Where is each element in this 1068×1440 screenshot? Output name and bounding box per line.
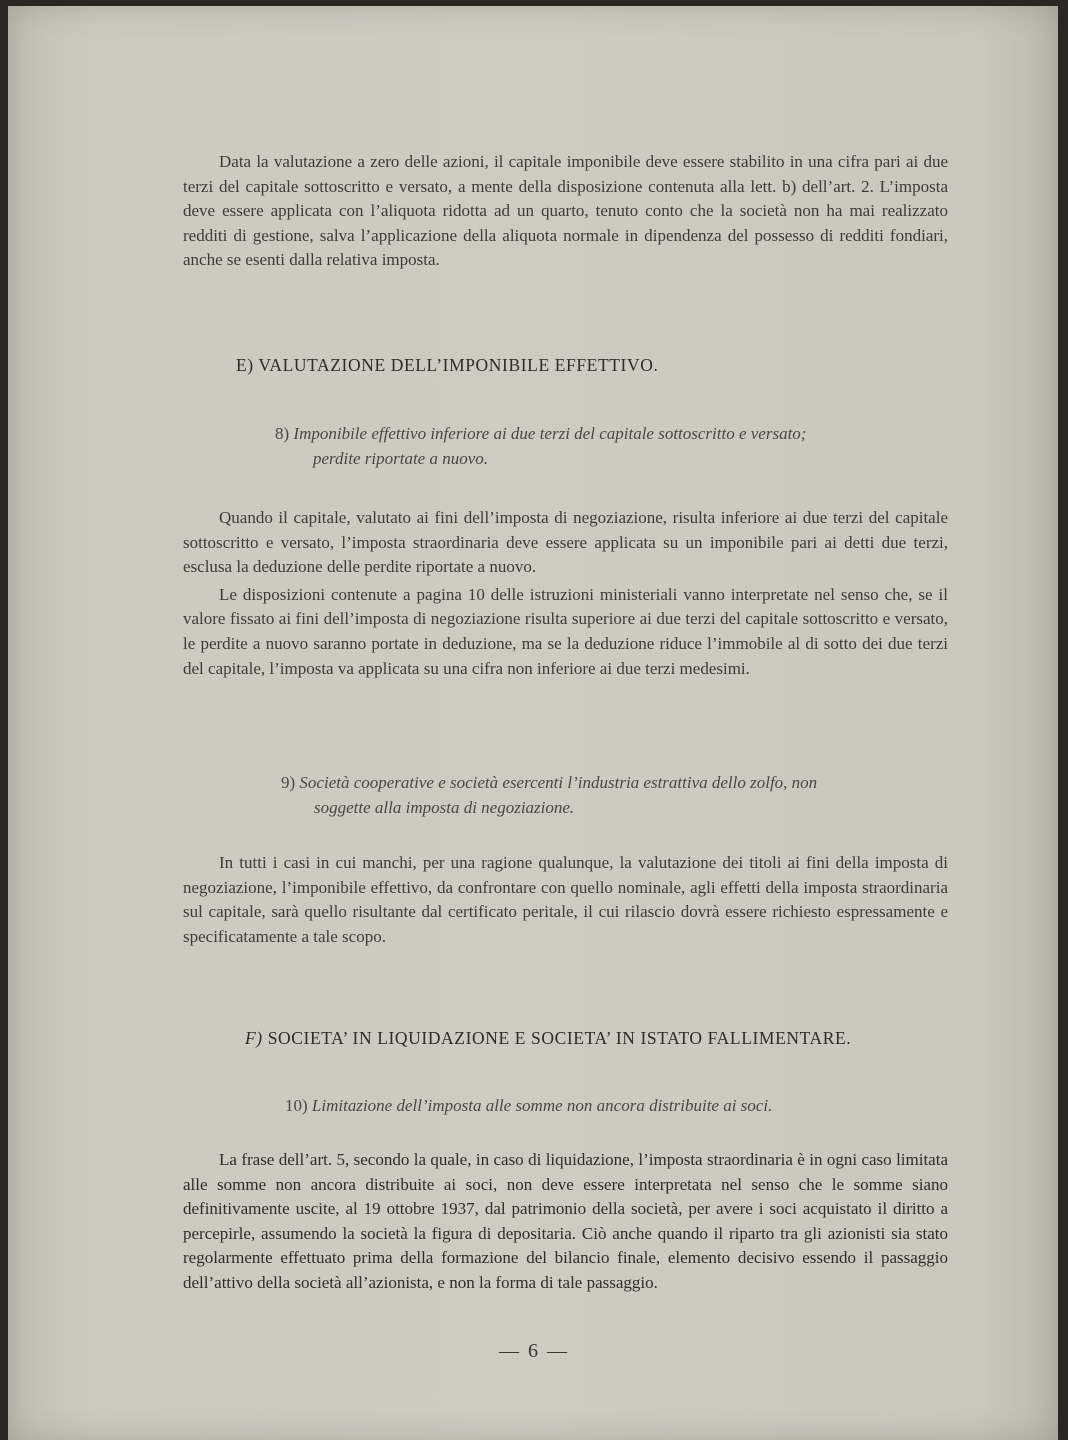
item-9-heading [281, 770, 817, 820]
paragraph: Quando il capitale, valutato ai fini dell’imposta di negoziazione, risulta inferiore ai due terzi del capitale sottoscritto e versato, l’imposta straordinaria deve essere applicata su un imponibile pari ai detti due terzi, esclusa la deduzione delle perdite riportate a nuovo. [183, 508, 948, 577]
item-number: 10) [285, 1096, 308, 1115]
page-edge-mark [1058, 680, 1060, 740]
page-edge-mark [1058, 990, 1060, 1080]
section-e-paragraph-3 [183, 851, 948, 949]
section-f-heading [245, 1028, 851, 1049]
section-e-paragraphs [183, 506, 948, 681]
section-title: SOCIETA’ IN LIQUIDAZIONE E SOCIETA’ IN ISTATO FALLIMENTARE. [267, 1028, 852, 1048]
item-10-text: Limitazione dell’imposta alle somme non ancora distribuite ai soci. [311, 1096, 773, 1115]
paragraph: Data la valutazione a zero delle azioni, il capitale imponibile deve essere stabilito in una cifra pari ai due terzi del capitale sottoscritto e versato, a mente della disposizione contenuta alla lett. b) dell’art. 2. L’imposta deve essere applicata con l’aliquota ridotta ad un quarto, tenuto conto che la società non ha mai realizzato redditi di gestione, salva l’applicazione della aliquota normale in dipendenza del possesso di redditi fondiari, anche se esenti dalla relativa imposta. [183, 152, 948, 270]
intro-paragraph-block [183, 150, 948, 273]
item-number: 8) [275, 424, 290, 443]
section-f-paragraph [183, 1148, 948, 1296]
item-8-line1: Imponibile effettivo inferiore ai due terzi del capitale sottoscritto e versato; [293, 424, 807, 443]
page-number: — 6 — [499, 1340, 569, 1362]
paragraph: La frase dell’art. 5, secondo la quale, in caso di liquidazione, l’imposta straordinaria è in ogni caso limitata alle somme non ancora distribuite ai soci, non deve essere interpretata nel senso che le somme siano definitivamente uscite, al 19 ottobre 1937, dal patrimonio della società, per avere i soci acquistato il diritto a percepirle, assumendo la società la figura di depositaria. Ciò anche quando il riparto tra gli azionisti sia stato regolarmente effettuato prima della formazione del bilancio finale, elemento decisivo essendo il passaggio dell’attivo della società all’azionista, e non la forma di tale passaggio. [183, 1150, 948, 1292]
paragraph: In tutti i casi in cui manchi, per una ragione qualunque, la valutazione dei titoli ai fini della imposta di negoziazione, l’imponibile effettivo, da confrontare con quello nominale, agli effetti della imposta straordinaria sul capitale, sarà quello risultante dal certificato peritale, il cui rilascio dovrà essere richiesto espressamente e specificatamente a tale scopo. [183, 853, 948, 946]
item-9-line1: Società cooperative e società esercenti l’industria estrattiva dello zolfo, non [299, 773, 818, 792]
item-8-heading [275, 421, 806, 471]
section-letter: F) [245, 1028, 263, 1048]
item-8-line2: perdite riportate a nuovo. [313, 449, 489, 468]
paragraph: Le disposizioni contenute a pagina 10 delle istruzioni ministeriali vanno interpretate nel senso che, se il valore fissato ai fini dell’imposta di negoziazione risulta superiore ai due terzi del capitale sottoscritto e versato, le perdite a nuovo saranno portate in deduzione, ma se la deduzione riduce l’immobile al di sotto dei due terzi del capitale, l’imposta va applicata su una cifra non inferiore ai due terzi medesimi. [183, 584, 948, 678]
item-10-heading [285, 1093, 772, 1118]
item-9-line2: soggette alla imposta di negoziazione. [314, 798, 575, 817]
section-e-heading: E) VALUTAZIONE DELL’IMPONIBILE EFFETTIVO. [236, 355, 659, 375]
item-number: 9) [281, 773, 296, 792]
